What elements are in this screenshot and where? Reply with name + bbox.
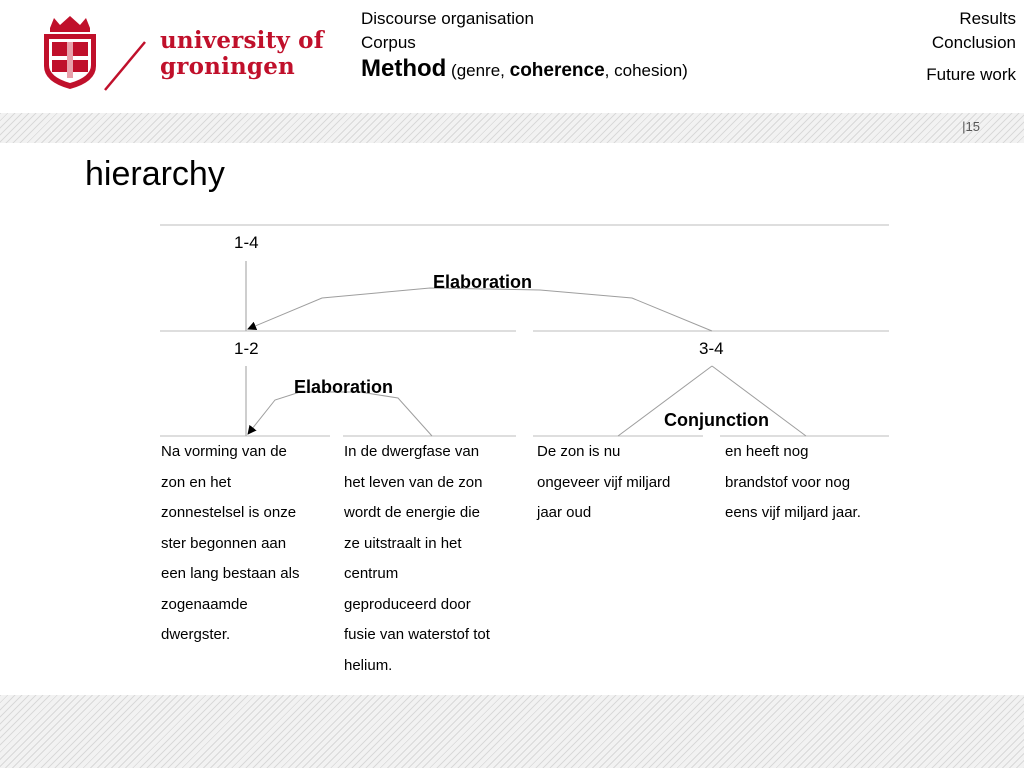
segment-1-line: een lang bestaan als <box>161 565 300 582</box>
segment-2-line: centrum <box>344 565 399 582</box>
nav-method-sub-close: , cohesion) <box>604 61 688 80</box>
page-number: |15 <box>962 119 980 134</box>
node-1-2: 1-2 <box>234 339 259 358</box>
nav-conclusion[interactable]: Conclusion <box>931 33 1016 52</box>
segment-3-line: ongeveer vijf miljard <box>537 473 671 491</box>
nav-method-sub-bold: coherence <box>509 60 605 81</box>
nav-corpus[interactable]: Corpus <box>361 33 416 52</box>
relation-conjunction: Conjunction <box>664 410 769 430</box>
segment-1 <box>161 437 339 651</box>
nav-method[interactable]: Method <box>361 55 447 82</box>
university-line2: groningen <box>160 53 295 80</box>
segment-1-line: ster begonnen aan <box>161 534 287 552</box>
university-line1: university of <box>160 27 324 54</box>
segment-1-line: dwergster. <box>161 626 231 643</box>
segment-2-line: fusie van waterstof tot <box>344 626 490 643</box>
segment-4-line: brandstof voor nog <box>725 473 851 491</box>
relation-elaboration-left: Elaboration <box>294 377 394 397</box>
elaboration-top-arc <box>248 288 712 331</box>
segment-2-line: het leven van de zon <box>344 473 483 491</box>
segment-2-line: helium. <box>344 656 393 674</box>
nav-discourse-organisation[interactable]: Discourse organisation <box>361 9 534 28</box>
node-1-4: 1-4 <box>234 233 259 252</box>
segment-2-line: ze uitstraalt in het <box>344 534 462 552</box>
segment-1-line: zogenaamde <box>161 595 248 613</box>
segment-3-line: De zon is nu <box>537 443 621 460</box>
segment-4-line: eens vijf miljard jaar. <box>725 504 861 521</box>
segment-2-line: geproduceerd door <box>344 595 471 613</box>
segment-4-line: en heeft nog <box>725 443 809 460</box>
segment-3 <box>537 437 715 529</box>
segment-1-line: zonnestelsel is onze <box>161 504 297 521</box>
segment-3-line: jaar oud <box>537 504 592 521</box>
segment-2-line: wordt de energie die <box>344 504 480 521</box>
segment-4 <box>725 437 903 529</box>
node-3-4: 3-4 <box>699 339 724 358</box>
segment-1-line: zon en het <box>161 473 232 491</box>
nav-results[interactable]: Results <box>959 9 1016 28</box>
slide-title: hierarchy <box>85 155 225 193</box>
segment-2-line: In de dwergfase van <box>344 443 480 460</box>
segment-1-line: Na vorming van de <box>161 443 287 460</box>
nav-method-sub-open: (genre, <box>446 61 510 80</box>
elaboration-left-arc <box>248 392 432 436</box>
relation-elaboration-top: Elaboration <box>433 272 533 292</box>
nav-future-work[interactable]: Future work <box>926 65 1016 84</box>
segment-2 <box>344 437 522 681</box>
